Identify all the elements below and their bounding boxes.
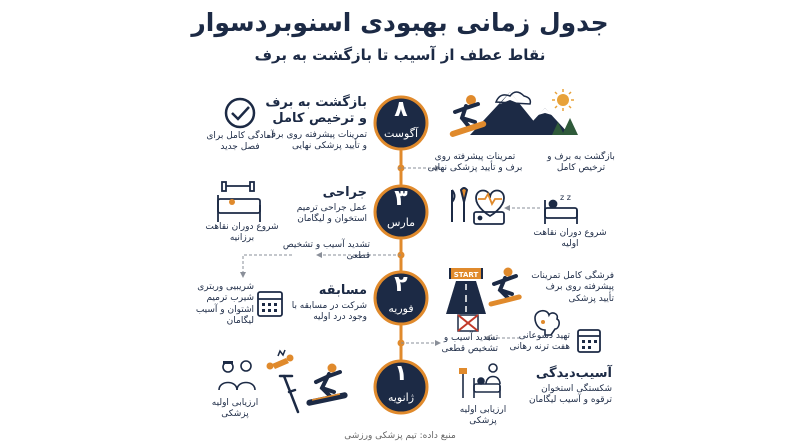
milestone-number-2: ۲ <box>394 272 408 297</box>
cross-mark-icon <box>458 315 478 331</box>
mountain-scene-icon <box>449 89 578 138</box>
page-subtitle: نقاط عطف از آسیب تا بازگشت به برف <box>254 46 546 64</box>
milestone-left-note-8: آمادگی کامل برای فصل جدید <box>206 131 274 153</box>
source-footer: منبع داده: تیم پزشکی ورزشی <box>344 431 456 441</box>
milestone-lower-note-2: تهید دسوعانی هفت ترنه رهانی <box>509 331 570 353</box>
heart-monitor-icon <box>474 191 504 225</box>
connector-note-2: تشدید آسیب و تشخیص قطعی <box>441 333 498 355</box>
milestone-left-note-1: ارزیابی اولیه پزشکی <box>211 398 259 420</box>
milestone-desc-3: عمل جراحی ترمیم استخوان و لیگامان <box>296 203 367 225</box>
broken-bone-icon <box>267 350 294 370</box>
milestone-number-1: ۱ <box>394 361 408 386</box>
checkmark-icon <box>226 99 254 127</box>
milestone-title-1: آسیب‌دیدگی <box>535 366 612 381</box>
patient-bed-icon <box>459 364 500 398</box>
milestone-right-note-1: ارزیابی اولیه پزشکی <box>459 405 507 427</box>
milestone-number-3: ۳ <box>394 186 408 211</box>
rehab-bed-icon <box>218 182 260 222</box>
milestone-left-note-3: شروع دوران نقاهت برزانیه <box>205 222 279 244</box>
bed-sleep-icon <box>545 193 577 224</box>
milestone-month-8: آگوست <box>384 127 418 140</box>
milestone-desc-2: شرکت در مسابقه با وجود درد اولیه <box>291 301 367 323</box>
page-title: جدول زمانی بهبودی اسنوبردسوار <box>191 8 609 37</box>
milestone-left-note-2: شریبیی وربتری شیرب ترمیم اشتوان و آسیب لیگامان <box>195 282 254 326</box>
calendar-icon <box>578 330 600 352</box>
snowboarder-icon <box>488 268 522 308</box>
milestone-right-note-3: شروع دوران نقاهت اولیه <box>533 228 607 250</box>
milestone-month-1: ژانویه <box>387 391 415 404</box>
milestone-right-note-8: تمرینات پیشرفته روی برف و تأیید پزشکی نهایی <box>427 152 523 174</box>
milestone-title-3: جراحی <box>322 185 367 200</box>
milestone-desc-1: شکستگی استخوان ترقوه و آسیب لیگامان <box>528 384 612 406</box>
crutch-icon <box>280 376 298 412</box>
calendar-icon <box>258 292 282 316</box>
milestone-title-2: مسابقه <box>318 283 367 298</box>
milestone-month-3: مارس <box>387 216 415 229</box>
milestone-number-8: ۸ <box>394 97 408 122</box>
milestone-desc-8: تمرینات پیشرفته روی برف و تأیید پزشکی نهایی <box>266 130 367 152</box>
falling-snowboarder-icon <box>306 364 348 407</box>
milestone-title-8: بازگشت به برف و ترخیص کامل <box>265 95 367 127</box>
connector-note-3: تشدید آسیب و تشخیص قطعی <box>282 240 370 262</box>
milestone-month-2: فوریه <box>388 302 414 315</box>
svg-text:z z: z z <box>560 193 571 202</box>
doctors-icon <box>219 361 255 390</box>
start-sign-label: START <box>453 271 479 279</box>
surgery-tools-icon <box>452 188 467 222</box>
milestone-right-note-2: فرشگی کامل تمرینات پیشرفته روی برف تأیید پزشکی <box>531 271 614 304</box>
milestone-far-right-note-8: بازگشت به برف و ترخیص کامل <box>547 152 615 174</box>
